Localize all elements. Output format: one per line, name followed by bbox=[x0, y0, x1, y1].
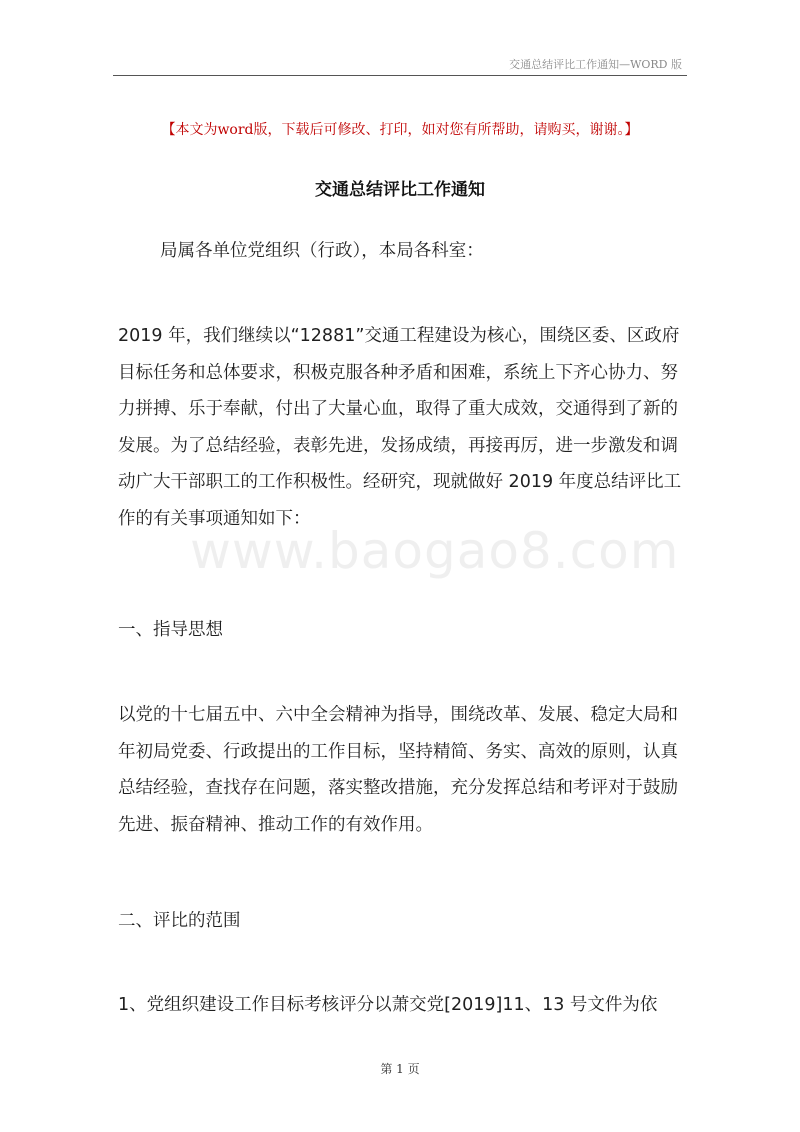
salutation: 局属各单位党组织（行政），本局各科室： bbox=[160, 241, 484, 261]
paragraph-guiding-ideology: 以党的十七届五中、六中全会精神为指导，围绕改革、发展、稳定大局和年初局党委、行政提出的工作目标，坚持精简、务实、高效的原则，认真总结经验，查找存在问题，落实整改措施，充分发挥总结和考评对于鼓励先进、振奋精神、推动工作的有效作用。 bbox=[118, 705, 678, 835]
page-number: 第 1 页 bbox=[380, 1062, 420, 1076]
purchase-notice: 【本文为word版，下载后可修改、打印，如对您有所帮助，请购买，谢谢。】 bbox=[161, 122, 639, 138]
paragraph-scope-item-1: 1、党组织建设工作目标考核评分以萧交党[2019]11、13 号文件为依 bbox=[118, 995, 658, 1015]
section-heading-scope: 二、评比的范围 bbox=[118, 911, 241, 931]
paragraph-intro: 2019 年，我们继续以“12881”交通工程建设为核心，围绕区委、区政府目标任务和总体要求，积极克服各种矛盾和困难，系统上下齐心协力、努力拼搏、乐于奉献，付出了大量心血，取得了重大成效，交通得到了新的发展。为了总结经验，表彰先进，发扬成绩，再接再厉，进一步激发和调动广大干部职工的工作积极性。经研究，现就做好 2019 年度总结评比工作的有关事项通知如下： bbox=[118, 326, 682, 529]
document-title: 交通总结评比工作通知 bbox=[315, 180, 485, 200]
watermark: www.baogao8.com bbox=[190, 522, 680, 580]
header-rule bbox=[113, 75, 687, 76]
section-heading-guiding-ideology: 一、指导思想 bbox=[118, 620, 223, 640]
header-text: 交通总结评比工作通知—WORD 版 bbox=[509, 58, 682, 71]
